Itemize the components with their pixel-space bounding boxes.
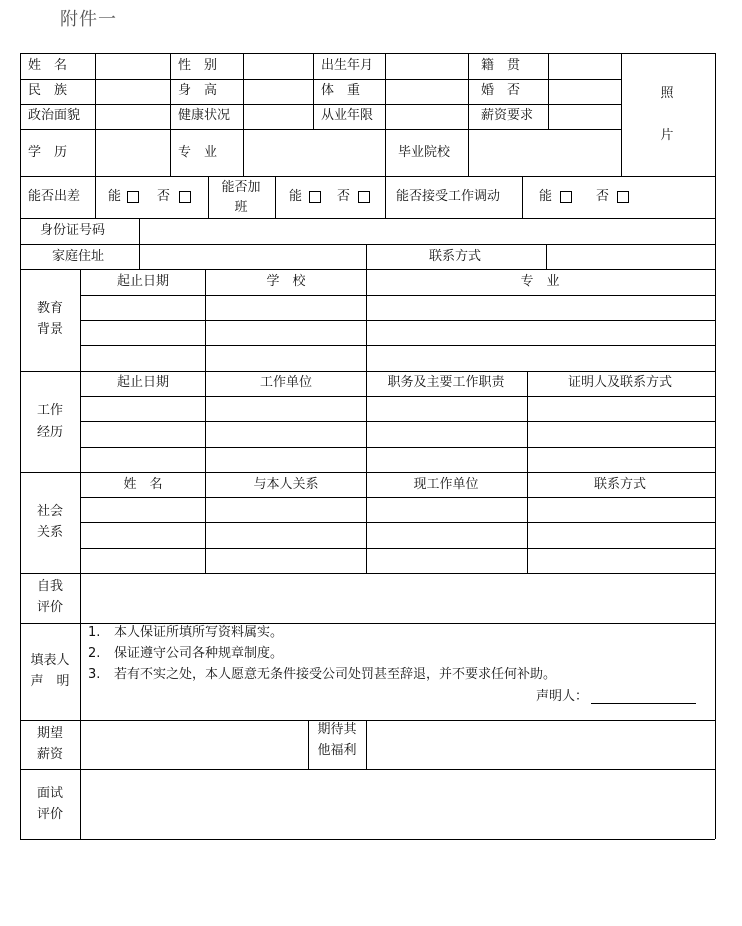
label-expected-benefits: 他福利	[317, 743, 357, 758]
label-weight: 体 重	[321, 83, 361, 98]
interview-evaluation-field[interactable]	[81, 770, 714, 838]
label-signer: 声明人：	[536, 689, 589, 704]
table-border	[80, 472, 81, 573]
signature-line[interactable]	[591, 703, 696, 704]
table-border	[80, 522, 715, 523]
declaration-item-text: 保证遵守公司各种规章制度。	[114, 646, 284, 661]
table-border	[80, 371, 81, 472]
table-border	[80, 548, 715, 549]
table-border	[527, 472, 528, 573]
table-border	[205, 269, 206, 371]
label-birth: 出生年月	[321, 58, 374, 73]
declaration-item-number: 2.	[88, 646, 101, 661]
label-native: 籍 贯	[481, 58, 521, 73]
label-declaration: 声 明	[30, 674, 70, 689]
label-travel: 能否出差	[28, 189, 81, 204]
marital-field[interactable]	[549, 80, 620, 103]
overtime-yes-checkbox[interactable]	[309, 191, 321, 203]
option-yes: 能	[289, 189, 303, 204]
table-border	[527, 371, 528, 472]
label-address: 家庭住址	[52, 249, 105, 264]
table-border	[80, 320, 715, 321]
table-border	[522, 176, 523, 218]
label-health: 健康状况	[178, 108, 231, 123]
table-border	[80, 295, 715, 296]
table-border	[366, 269, 367, 371]
table-border	[170, 53, 171, 176]
label-transfer: 能否接受工作调动	[396, 189, 501, 204]
label-self-evaluation: 自我	[36, 579, 64, 594]
table-border	[20, 269, 715, 270]
transfer-no-checkbox[interactable]	[617, 191, 629, 203]
label-expected-salary: 期望	[36, 726, 64, 741]
label-school: 毕业院校	[398, 145, 451, 160]
table-border	[80, 396, 715, 397]
label-self-evaluation: 评价	[36, 600, 64, 615]
declaration-item-number: 3.	[88, 667, 101, 682]
major-field[interactable]	[244, 130, 384, 175]
label-name: 姓 名	[28, 58, 68, 73]
weight-field[interactable]	[386, 80, 467, 103]
label-expected-benefits: 期待其	[317, 722, 357, 737]
label-work-experience: 工作	[36, 403, 64, 418]
column-work-unit: 工作单位	[259, 375, 313, 390]
transfer-yes-checkbox[interactable]	[560, 191, 572, 203]
option-yes: 能	[108, 189, 122, 204]
table-border	[80, 345, 715, 346]
declaration-item	[88, 623, 283, 643]
address-field[interactable]	[140, 245, 365, 268]
photo-box[interactable]	[622, 54, 714, 175]
column-social-name: 姓 名	[123, 477, 163, 492]
attachment-title: 附件一	[60, 9, 117, 30]
declaration-item-number: 1.	[88, 625, 101, 640]
label-interview-evaluation: 评价	[36, 807, 64, 822]
label-education-background: 背景	[36, 322, 64, 337]
declaration-item-text: 若有不实之处，本人愿意无条件接受公司处罚甚至辞退，并不要求任何补助。	[114, 667, 557, 682]
table-border	[385, 176, 386, 218]
label-height: 身 高	[178, 83, 218, 98]
declaration-item	[88, 665, 556, 685]
label-contact: 联系方式	[429, 249, 482, 264]
column-edu-school: 学 校	[266, 274, 306, 289]
label-interview-evaluation: 面试	[36, 786, 64, 801]
column-edu-major: 专 业	[520, 274, 560, 289]
label-id-number: 身份证号码	[40, 223, 106, 238]
birth-field[interactable]	[386, 54, 467, 78]
table-border	[20, 472, 715, 473]
label-political: 政治面貌	[28, 108, 81, 123]
table-border	[275, 176, 276, 218]
label-overtime: 班	[234, 200, 248, 215]
column-work-reference: 证明人及联系方式	[567, 375, 673, 390]
label-photo: 照	[660, 86, 674, 101]
table-border	[205, 472, 206, 573]
table-bottom-border	[20, 839, 715, 840]
label-social-relations: 社会	[36, 504, 64, 519]
expected-benefits-field[interactable]	[367, 721, 714, 768]
table-border	[80, 421, 715, 422]
native-field[interactable]	[549, 54, 620, 78]
travel-no-checkbox[interactable]	[179, 191, 191, 203]
declaration-item	[88, 644, 283, 664]
table-border	[20, 176, 715, 177]
overtime-no-checkbox[interactable]	[358, 191, 370, 203]
education-field[interactable]	[96, 130, 169, 175]
salary-requirement-field[interactable]	[549, 105, 620, 128]
gender-field[interactable]	[244, 54, 312, 78]
travel-yes-checkbox[interactable]	[127, 191, 139, 203]
expected-salary-field[interactable]	[81, 721, 307, 768]
column-edu-date: 起止日期	[116, 274, 170, 289]
label-education: 学 历	[28, 145, 68, 160]
column-work-duty: 职务及主要工作职责	[387, 375, 505, 390]
option-no: 否	[337, 189, 351, 204]
name-field[interactable]	[96, 54, 169, 78]
table-border	[80, 497, 715, 498]
table-border	[95, 176, 96, 218]
years-field[interactable]	[386, 105, 467, 128]
table-border	[366, 371, 367, 472]
label-expected-salary: 薪资	[36, 747, 64, 762]
political-field[interactable]	[96, 105, 169, 128]
id-number-field[interactable]	[140, 219, 714, 243]
label-gender: 性 别	[178, 58, 218, 73]
contact-field[interactable]	[547, 245, 714, 268]
table-border	[313, 53, 314, 129]
table-border	[80, 623, 81, 720]
column-social-contact: 联系方式	[593, 477, 647, 492]
table-border	[366, 244, 367, 269]
label-years: 从业年限	[321, 108, 374, 123]
option-yes: 能	[539, 189, 553, 204]
label-ethnicity: 民 族	[28, 83, 68, 98]
table-right-border	[715, 53, 716, 839]
option-no: 否	[596, 189, 610, 204]
column-work-date: 起止日期	[116, 375, 170, 390]
label-marital: 婚 否	[481, 83, 521, 98]
table-border	[308, 720, 309, 769]
table-border	[366, 472, 367, 573]
label-education-background: 教育	[36, 301, 64, 316]
option-no: 否	[157, 189, 171, 204]
label-declaration: 填表人	[30, 653, 70, 668]
declaration-item-text: 本人保证所填所写资料属实。	[114, 625, 284, 640]
column-social-unit: 现工作单位	[413, 477, 479, 492]
label-overtime: 能否加	[221, 180, 261, 195]
label-salary-requirement: 薪资要求	[481, 108, 534, 123]
health-field[interactable]	[244, 105, 312, 128]
table-left-border	[20, 53, 21, 839]
label-social-relations: 关系	[36, 525, 64, 540]
table-border	[80, 447, 715, 448]
school-field[interactable]	[469, 130, 620, 175]
table-border	[208, 176, 209, 218]
label-work-experience: 经历	[36, 425, 64, 440]
table-border	[80, 269, 81, 371]
height-field[interactable]	[244, 80, 312, 103]
self-evaluation-field[interactable]	[81, 574, 714, 622]
ethnicity-field[interactable]	[96, 80, 169, 103]
label-photo: 片	[660, 128, 674, 143]
label-major: 专 业	[178, 145, 218, 160]
table-border	[205, 371, 206, 472]
table-border	[20, 371, 715, 372]
column-social-relation: 与本人关系	[253, 477, 319, 492]
